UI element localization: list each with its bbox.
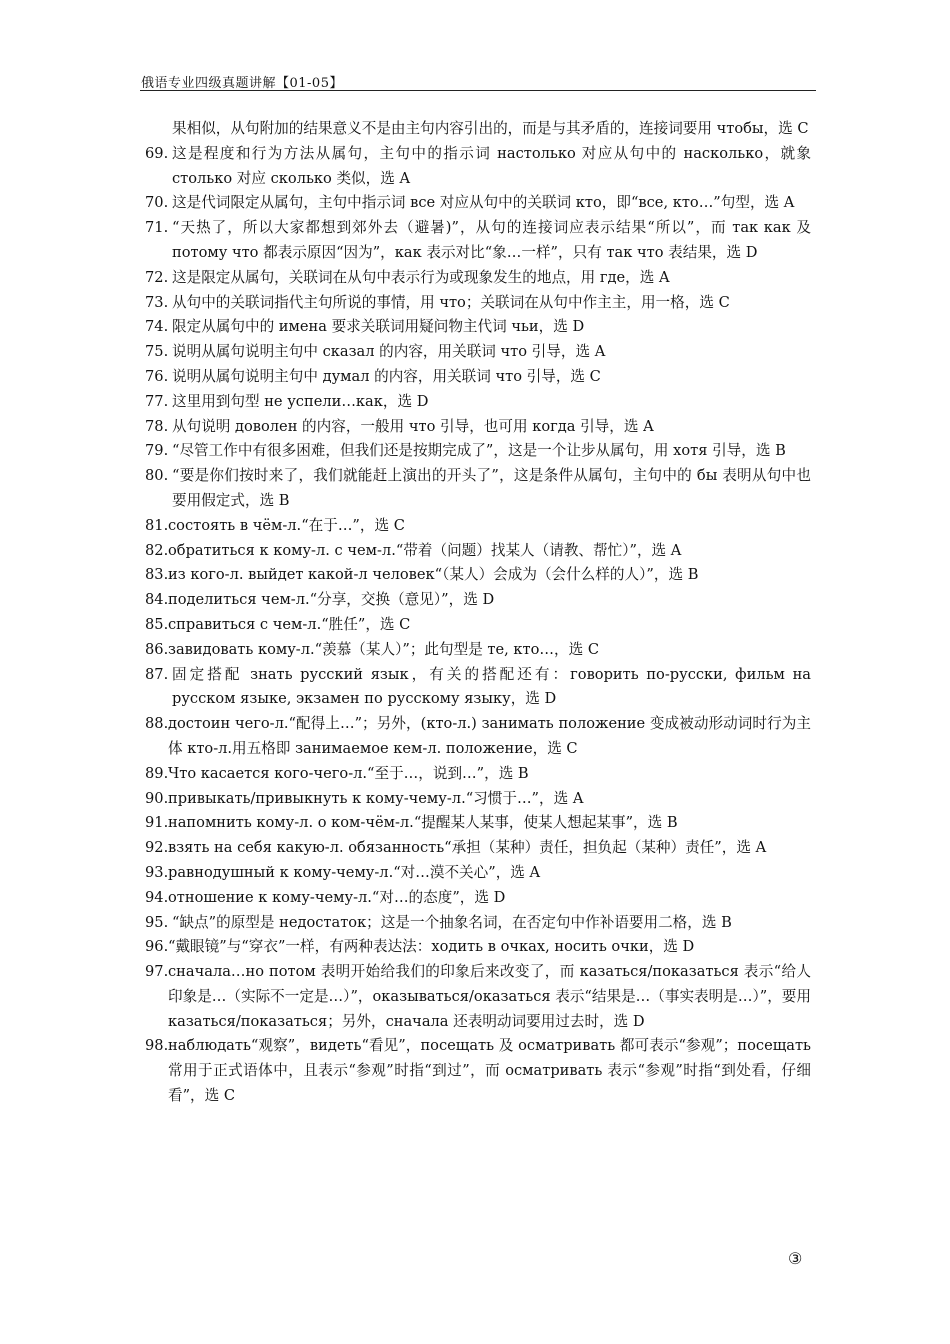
- list-item: [145, 415, 811, 440]
- item-number: 97.: [145, 963, 169, 981]
- item-text: 这是限定从属句，关联词在从句中表示行为或现象发生的地点，用 где，选 A: [172, 268, 670, 286]
- item-text: 从句说明 доволен 的内容，一般用 что 引导，也可用 когда 引导，选 A: [172, 417, 654, 435]
- item-number: 88.: [145, 715, 169, 733]
- item-text: “戴眼镜”与“穿衣”一样，有两种表达法：ходить в очках, носить очки，选 D: [168, 938, 695, 956]
- item-text: “缺点”的原型是 недостаток；这是一个抽象名词，在否定句中作补语要用二格，选 B: [172, 913, 732, 931]
- item-text: наблюдать“观察”，видеть“看见”，посещать 及 осматривать 都可表示“参观”；посещать 常用于正式语体中，且表示“参观”时指“到过”，而 осматривать 表示“参观”时指“到处看，仔细看”，选 C: [168, 1037, 811, 1105]
- item-text: “天热了，所以大家都想到郊外去（避暑)”，从句的连接词应表示结果“所以”，而 так как 及 потому что 都表示原因“因为”，как 表示对比“象…一样”，只有 так что 表结果，选 D: [172, 219, 811, 261]
- item-text: 这里用到句型 не успели…как，选 D: [172, 392, 429, 410]
- list-item: [145, 613, 811, 638]
- list-item: [145, 960, 811, 1034]
- list-item: [145, 935, 811, 960]
- list-item: [145, 836, 811, 861]
- item-number: 84.: [145, 591, 169, 609]
- list-item: [145, 638, 811, 663]
- item-number: 94.: [145, 888, 169, 906]
- list-item: [145, 563, 811, 588]
- item-text: привыкать/привыкнуть к кому-чему-л.“习惯于…”，选 A: [168, 789, 584, 807]
- item-number: 79.: [145, 442, 169, 460]
- item-text: 说明从属句说明主句中 думал 的内容，用关联词 что 引导，选 C: [172, 367, 601, 385]
- list-item: [145, 216, 811, 266]
- item-number: 93.: [145, 863, 169, 881]
- list-item: [145, 663, 811, 713]
- list-item: [145, 464, 811, 514]
- list-item: [145, 390, 811, 415]
- item-number: 78.: [145, 417, 169, 435]
- page-header: [140, 72, 816, 91]
- item-number: 82.: [145, 541, 169, 559]
- item-number: 77.: [145, 392, 169, 410]
- list-item: [145, 266, 811, 291]
- item-number: 83.: [145, 566, 169, 584]
- item-text: “要是你们按时来了，我们就能赶上演出的开头了”，这是条件从属句，主句中的 бы 表明从句中也要用假定式，选 B: [172, 467, 811, 509]
- item-number: 96.: [145, 938, 169, 956]
- item-number: 80.: [145, 467, 169, 485]
- list-item: [145, 787, 811, 812]
- item-number: 87.: [145, 665, 169, 683]
- item-text: 这是程度和行为方法从属句，主句中的指示词 настолько 对应从句中的 насколько，就象 столько 对应 сколько 类似，选 A: [172, 144, 811, 187]
- item-text: справиться с чем-л.“胜任”，选 C: [168, 615, 411, 633]
- list-item: [145, 712, 811, 762]
- answer-explanations: [145, 117, 811, 1109]
- list-item: [145, 762, 811, 787]
- list-item: [145, 539, 811, 564]
- item-text: равнодушный к кому-чему-л.“对…漠不关心”，选 A: [168, 863, 541, 881]
- item-text: завидовать кому-л.“羡慕（某人）”；此句型是 те, кто…，选 C: [168, 640, 599, 658]
- list-item: [145, 315, 811, 340]
- item-number: 91.: [145, 814, 169, 832]
- item-number: 92.: [145, 839, 169, 857]
- item-text: состоять в чём-л.“在于…”，选 C: [168, 516, 405, 534]
- item-text: отношение к кому-чему-л.“对…的态度”，选 D: [168, 888, 506, 906]
- item-number: 90.: [145, 789, 169, 807]
- item-number: 72.: [145, 268, 169, 286]
- item-text: “尽管工作中有很多困难，但我们还是按期完成了”，这是一个让步从属句，用 хотя 引导，选 B: [172, 442, 786, 460]
- item-number: 81.: [145, 516, 169, 534]
- item-text: поделиться чем-л.“分享，交换（意见）”，选 D: [168, 591, 495, 609]
- list-item: [145, 861, 811, 886]
- item-text: сначала…но потом 表明开始给我们的印象后来改变了，而 казаться/показаться 表示“给人印象是…（实际不一定是…）”，оказываться/оказаться 表示“结果是…（事实表明是…）”，要用 казаться/показаться；另外，сначала 还表明动词要用过去时，选 D: [168, 963, 811, 1030]
- item-text: напомнить кому-л. о ком-чём-л.“提醒某人某事，使某人想起某事”，选 B: [168, 814, 678, 832]
- item-number: 75.: [145, 343, 169, 361]
- item-text: 这是代词限定从属句，主句中指示词 все 对应从句中的关联词 кто，即“все, кто…”句型，选 A: [172, 194, 795, 212]
- list-item: [145, 142, 811, 192]
- list-item: [145, 588, 811, 613]
- continued-paragraph: 果相似，从句附加的结果意义不是由主句内容引出的，而是与其矛盾的，连接词要用 чтобы，选 C: [172, 120, 809, 137]
- item-text: обратиться к кому-л. с чем-л.“带着（问题）找某人（请教、帮忙）”，选 A: [168, 541, 682, 559]
- item-number: 95.: [145, 913, 169, 931]
- item-text: 固定搭配 знать русский язык，有关的搭配还有：говорить по-русски, фильм на русском языке, экзамен по русскому языку，选 D: [172, 665, 811, 708]
- list-item: [145, 291, 811, 316]
- item-text: Что касается кого-чего-л.“至于…，说到…”，选 B: [168, 764, 529, 782]
- item-number: 86.: [145, 640, 169, 658]
- item-number: 76.: [145, 367, 169, 385]
- item-text: 限定从属句中的 имена 要求关联词用疑问物主代词 чьи，选 D: [172, 318, 585, 336]
- list-item: [145, 365, 811, 390]
- item-number: 74.: [145, 318, 169, 336]
- list-item: [145, 191, 811, 216]
- list-item: [145, 1034, 811, 1108]
- item-number: 70.: [145, 194, 169, 212]
- item-number: 98.: [145, 1037, 169, 1055]
- item-number: 89.: [145, 764, 169, 782]
- explanation-list: [145, 142, 811, 1109]
- list-item: [145, 340, 811, 365]
- list-item: [145, 514, 811, 539]
- item-number: 85.: [145, 615, 169, 633]
- item-text: из кого-л. выйдет какой-л человек“（某人）会成为（会什么样的人）”，选 B: [168, 566, 699, 584]
- list-item: [145, 886, 811, 911]
- item-text: 从句中的关联词指代主句所说的事情，用 что；关联词在从句中作主主，用一格，选 C: [172, 293, 730, 311]
- item-number: 73.: [145, 293, 169, 311]
- header-title: 俄语专业四级真题讲解【01-05】: [141, 76, 343, 91]
- item-text: 说明从属句说明主句中 сказал 的内容，用关联词 что 引导，选 A: [172, 343, 606, 361]
- item-text: взять на себя какую-л. обязанность“承担（某种）责任，担负起（某种）责任”，选 A: [168, 839, 767, 857]
- item-text: достоин чего-л.“配得上…”；另外，(кто-л.) занимать положение 变成被动形动词时行为主体 кто-л.用五格即 занимаемое кем-л. положение，选 C: [168, 715, 811, 757]
- list-item: [145, 439, 811, 464]
- item-number: 71.: [145, 219, 169, 237]
- page-number: ③: [788, 1249, 803, 1268]
- list-item: [145, 811, 811, 836]
- list-item: [145, 911, 811, 936]
- item-number: 69.: [145, 144, 169, 162]
